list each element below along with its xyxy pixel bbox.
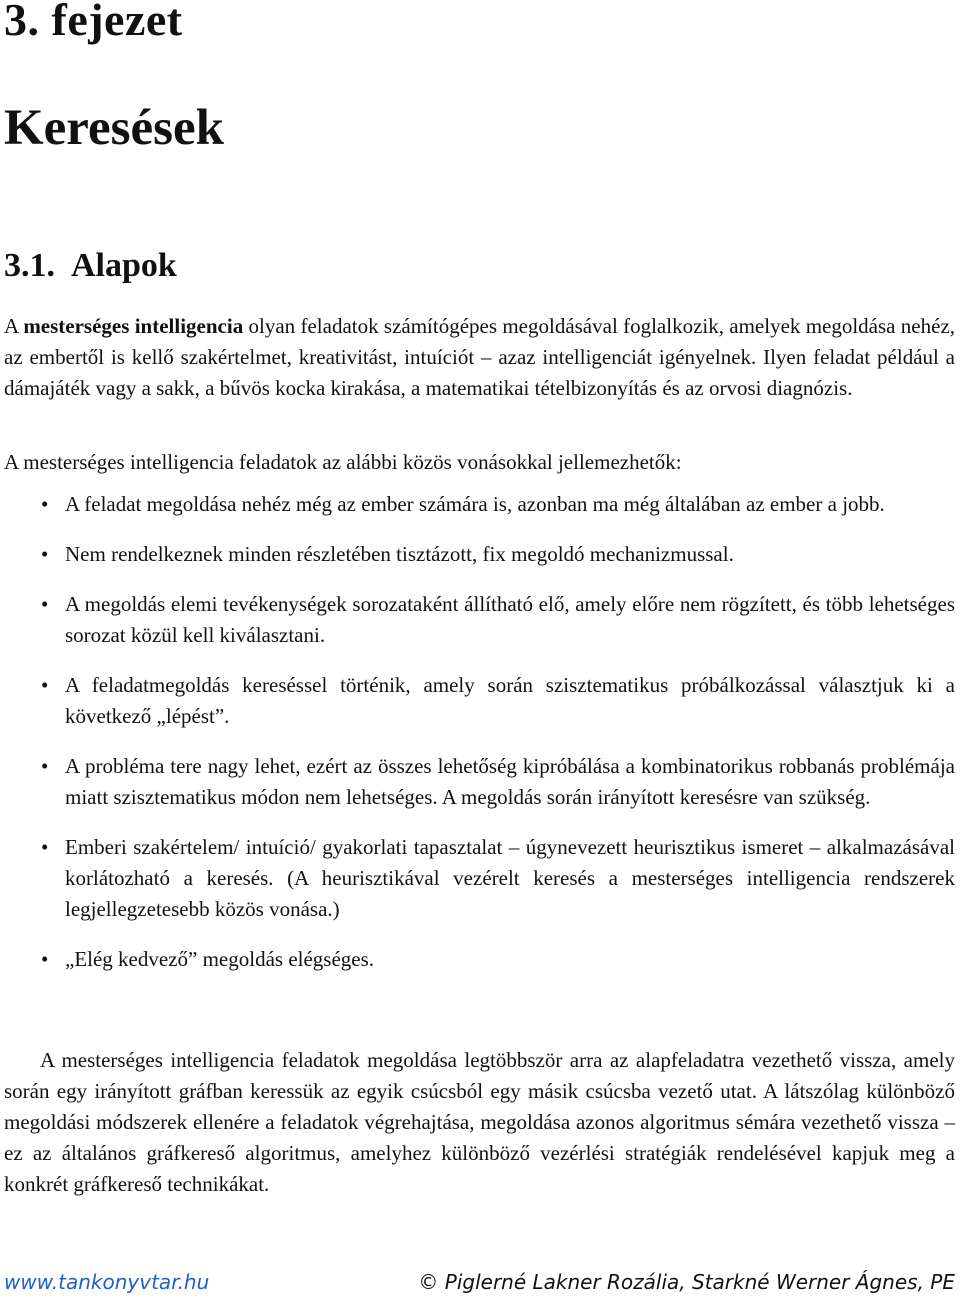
bullet-icon: • [41,542,49,566]
bullet-icon: • [41,947,49,971]
graph-search-paragraph: A mesterséges intelligencia feladatok megoldása legtöbbször arra az alapfeladatra vezethető vissza, amely során egy irányított gráfban keressük az egyik csúcsból egy másik csúcsba vezető utat. A látszólag különböző megoldási módszerek ellenére a feladatok végrehajtása, megoldása azonos algoritmus sémára vezethető vissza – ez az általános gráfkereső algoritmus, amelyhez különböző vezérlési stratégiák rendelésével kapjuk meg a konkrét gráfkereső technikákat. [4,1048,955,1196]
list-item-text: „Elég kedvező” megoldás elégséges. [65,947,375,971]
list-item-text: A megoldás elemi tevékenységek sorozataként állítható elő, amely előre nem rögzített, és több lehetséges sorozat közül kell kiválasztani. [65,592,955,647]
list-item [4,670,955,732]
traits-list [4,489,955,994]
intro-rest: olyan feladatok számítógépes megoldásával foglalkozik, amelyek megoldása nehéz, az embertől is kellő szakértelmet, kreativitást, intuíciót – azaz intelligenciát igényelnek. Ilyen feladat például a dámajáték vagy a sakk, a bűvös kocka kirakása, a matematikai tételbizonyítás és az orvosi diagnózis. [4,314,956,400]
bullet-icon: • [41,754,49,778]
list-item-text: A feladat megoldása nehéz még az ember számára is, azonban ma még általában az ember a jobb. [65,492,885,516]
list-item [4,751,955,813]
chapter-label: 3. fejezet [4,0,183,45]
bullet-icon: • [41,835,49,859]
intro-paragraph [4,311,955,404]
page-footer [4,1266,955,1298]
section-heading [4,244,177,288]
website-link[interactable]: www.tankonyvtar.hu [4,1270,210,1294]
intro-term: mesterséges intelligencia [23,314,244,338]
list-item [4,489,955,520]
section-number: 3.1. [4,247,55,284]
list-item-text: Nem rendelkeznek minden részletében tisztázott, fix megoldó mechanizmussal. [65,542,734,566]
copyright-notice: © Piglerné Lakner Rozália, Starkné Werner Ágnes, PE [418,1270,955,1294]
bullet-icon: • [41,492,49,516]
intro-lead: A [4,314,24,338]
list-item-text: A probléma tere nagy lehet, ezért az összes lehetőség kipróbálása a kombinatorikus robbanás problémája miatt szisztematikus módon nem lehetséges. A megoldás során irányított keresésre van szükség. [65,754,955,809]
section-title: Alapok [71,247,177,284]
traits-intro-paragraph: A mesterséges intelligencia feladatok az alábbi közös vonásokkal jellemezhetők: [4,450,682,474]
list-item [4,944,955,975]
chapter-title: Keresések [4,100,224,156]
list-item [4,589,955,651]
bullet-icon: • [41,673,49,697]
list-item-text: A feladatmegoldás kereséssel történik, amely során szisztematikus próbálkozással választjuk ki a következő „lépést”. [65,673,955,728]
bullet-icon: • [41,592,49,616]
list-item [4,539,955,570]
list-item-text: Emberi szakértelem/ intuíció/ gyakorlati tapasztalat – úgynevezett heurisztikus ismeret – alkalmazásával korlátozható a keresés. (A heurisztikával vezérelt keresés a mesterséges intelligencia rendszerek legjellegzetesebb közös vonása.) [65,835,955,921]
list-item [4,832,955,925]
